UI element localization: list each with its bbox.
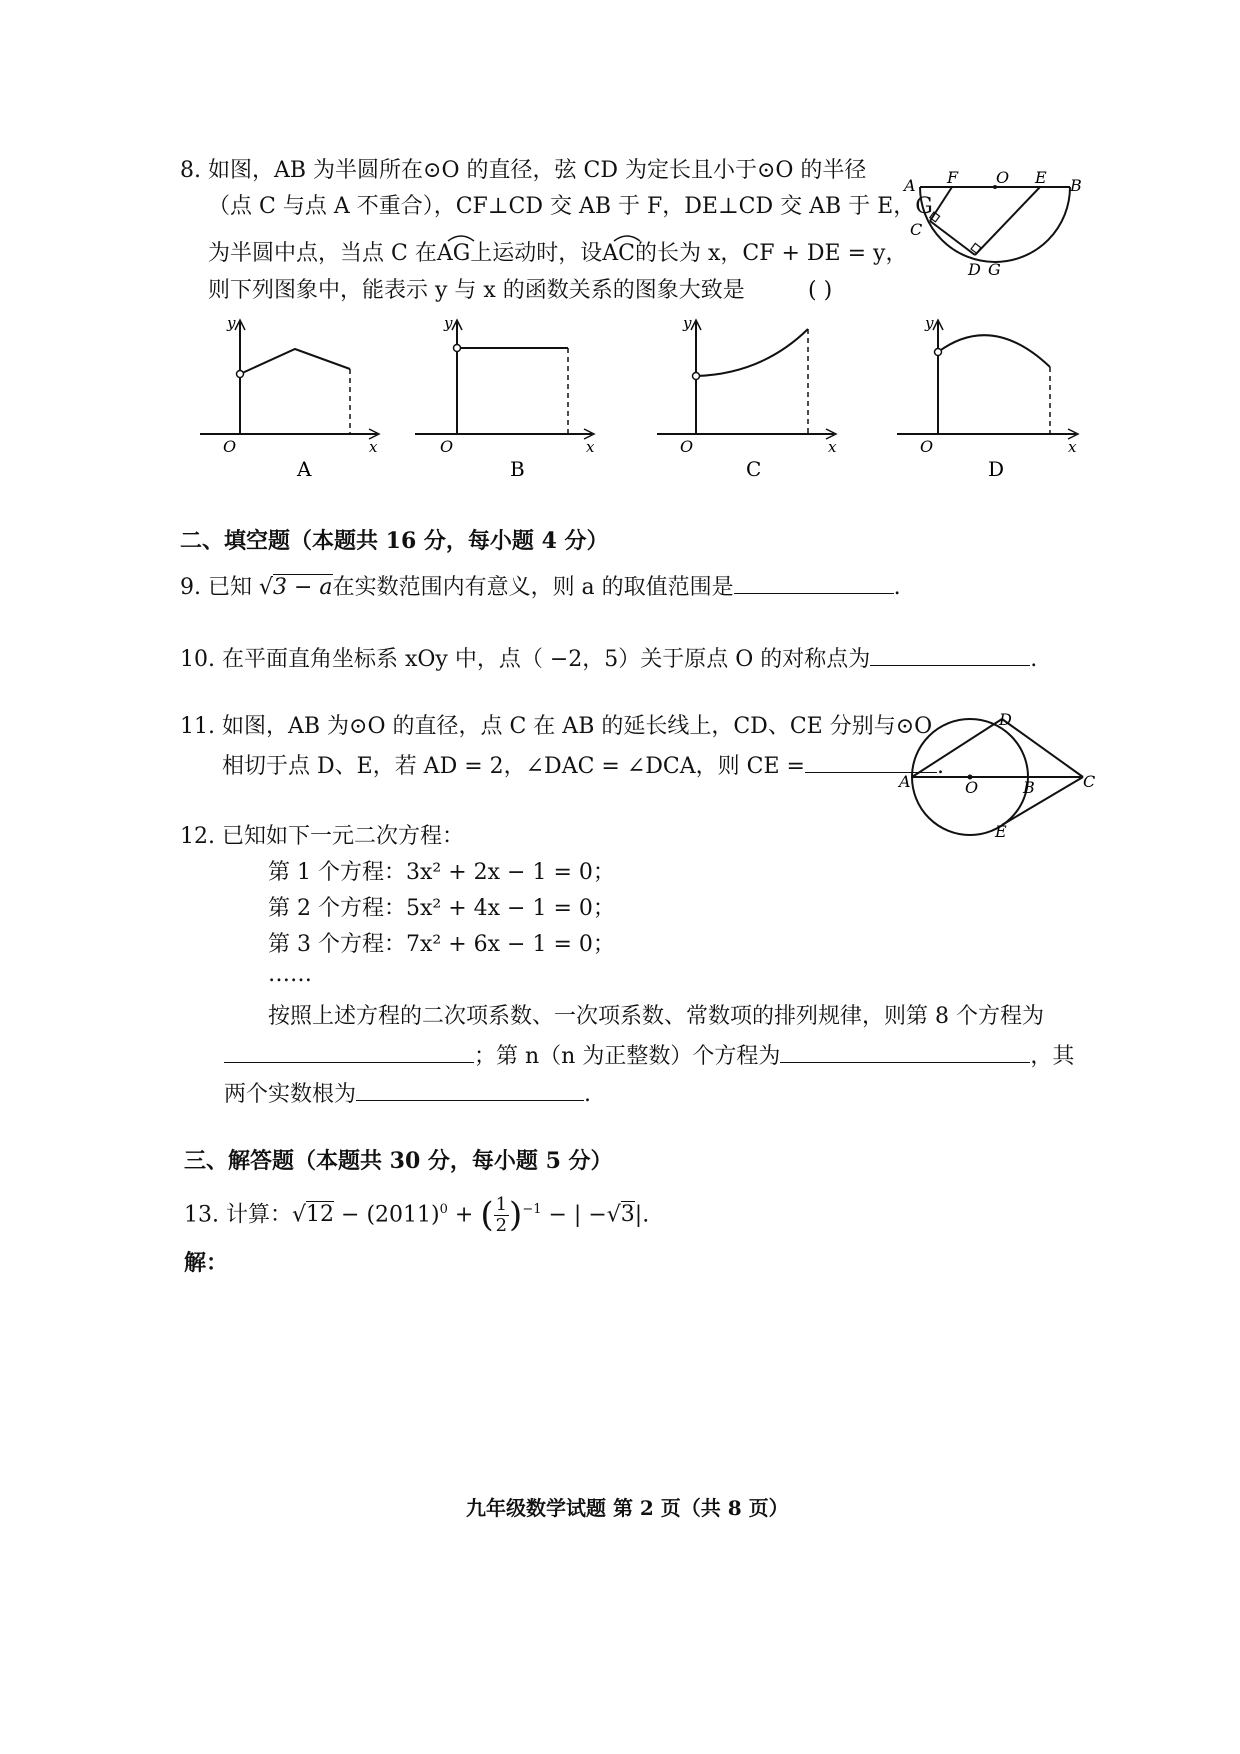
segment-ad — [912, 719, 1002, 777]
q12-roots-blank[interactable] — [356, 1080, 584, 1101]
q12-mid: ；第 n（n 为正整数）个方程为 — [474, 1044, 781, 1069]
semicircle-arc — [920, 187, 1070, 262]
q13-exp-neg1: −1 — [522, 1202, 542, 1217]
q8-line-2: （点 C 与点 A 不重合），CF⊥CD 交 AB 于 F，DE⊥CD 交 AB 于 E，G — [208, 194, 933, 219]
option-graph-a — [195, 312, 395, 487]
q10-answer-blank[interactable] — [870, 645, 1030, 666]
label-d: D — [968, 260, 981, 279]
label-f: F — [947, 168, 959, 187]
segment-cf — [930, 187, 952, 221]
arc-mark-ag — [446, 233, 476, 243]
label-b2: B — [1023, 778, 1035, 797]
sqrt-sign-icon: √ — [258, 575, 274, 600]
q9-text: 在实数范围内有意义，则 a 的取值范围是 — [332, 575, 734, 600]
y-label-b: y — [444, 314, 453, 332]
q8-line-3: 为半圆中点，当点 C 在AG上运动时，设AC的长为 x，CF + DE = y， — [208, 241, 908, 266]
x-label-c: x — [828, 438, 837, 456]
y-label-c: y — [683, 314, 692, 332]
q8-line-4: 则下列图象中，能表示 y 与 x 的函数关系的图象大致是 — [208, 278, 745, 303]
q13-prefix: 13. 计算： — [184, 1202, 292, 1228]
q12-line-3 — [224, 1042, 1074, 1068]
q13-exp-0: 0 — [439, 1202, 448, 1217]
label-e: E — [1035, 168, 1047, 187]
q10-end: . — [1030, 647, 1038, 672]
label-e2: E — [995, 822, 1007, 841]
q13 — [184, 1190, 649, 1240]
x-label-a: x — [369, 438, 378, 456]
option-graph-c — [652, 312, 852, 487]
q12-line-4 — [224, 1080, 591, 1106]
y-label-a: y — [227, 314, 236, 332]
origin-label-c: O — [680, 437, 694, 456]
q9-prefix: 9. 已知 — [180, 575, 259, 600]
origin-label-d: O — [920, 437, 934, 456]
q12-line-1: 12. 已知如下一元二次方程： — [180, 824, 464, 849]
label-b: B — [1070, 176, 1082, 195]
label-o: O — [996, 168, 1010, 187]
page-footer: 九年级数学试题 第 2 页（共 8 页） — [466, 1496, 789, 1520]
label-a2: A — [899, 772, 911, 791]
q8-answer-paren: ( ) — [808, 278, 833, 303]
q12-roots-label: 两个实数根为 — [224, 1082, 357, 1107]
section-2-heading: 二、填空题（本题共 16 分，每小题 4 分） — [180, 528, 609, 554]
q12-equation-2: 第 2 个方程：5x² + 4x − 1 = 0； — [268, 896, 615, 921]
q13-tail: |. — [634, 1202, 650, 1228]
q9-answer-blank[interactable] — [734, 573, 894, 594]
y-label-d: y — [925, 314, 934, 332]
option-graph-d — [892, 312, 1092, 487]
q13-half-num: 1 — [495, 1193, 508, 1215]
q9-radicand: 3 − a — [273, 575, 333, 600]
label-a: A — [904, 176, 916, 195]
q12-equation-3: 第 3 个方程：7x² + 6x − 1 = 0； — [268, 932, 615, 957]
q13-half-den: 2 — [495, 1214, 508, 1236]
q13-fraction: ( — [480, 1195, 494, 1236]
option-b-label: B — [510, 457, 525, 481]
q13-term-2011: − (2011) — [341, 1202, 440, 1228]
q12-mid-end: ，其 — [1030, 1044, 1075, 1069]
tangent-cd — [1002, 719, 1083, 777]
sqrt-sign-icon: √ — [606, 1202, 621, 1228]
q9 — [180, 573, 901, 599]
q11-text: 相切于点 D、E，若 AD = 2，∠DAC = ∠DCA，则 CE = — [222, 754, 805, 779]
q11-circle-figure — [895, 705, 1105, 845]
sqrt-sign-icon: √ — [291, 1202, 307, 1228]
q13-fraction-body — [494, 1195, 509, 1236]
q10-text: 10. 在平面直角坐标系 xOy 中，点（ −2，5）关于原点 O 的对称点为 — [180, 647, 871, 672]
origin-label-a: O — [223, 437, 237, 456]
label-g: G — [988, 260, 1001, 279]
origin-label-b: O — [440, 437, 454, 456]
section-3-heading: 三、解答题（本题共 30 分，每小题 5 分） — [184, 1148, 613, 1174]
q13-plus: + — [454, 1202, 474, 1228]
label-c: C — [910, 220, 923, 239]
q8-line-1: 8. 如图，AB 为半圆所在⊙O 的直径，弦 CD 为定长且小于⊙O 的半径 — [180, 158, 867, 183]
x-label-d: x — [1068, 438, 1077, 456]
q13-radicand-3: 3 — [620, 1202, 635, 1228]
q12-end: . — [584, 1082, 592, 1107]
tangent-ce — [1002, 777, 1083, 825]
q11-end: . — [936, 754, 944, 779]
q10 — [180, 645, 1037, 671]
label-c2: C — [1083, 772, 1096, 791]
q11-line-1: 11. 如图，AB 为⊙O 的直径，点 C 在 AB 的延长线上，CD、CE 分别与⊙O — [180, 714, 933, 739]
arc-mark-ac — [612, 233, 642, 243]
q12-eighth-equation-blank[interactable] — [224, 1042, 474, 1063]
label-o2: O — [965, 778, 979, 797]
segment-de — [975, 187, 1040, 255]
option-c-label: C — [746, 457, 762, 481]
q11-line-2 — [222, 752, 944, 778]
q13-fraction-close: ) — [509, 1195, 523, 1236]
q12-ellipsis: …… — [268, 962, 312, 987]
x-label-b: x — [586, 438, 595, 456]
q8-semicircle-figure — [900, 165, 1100, 285]
q13-radicand-12: 12 — [306, 1202, 335, 1228]
q9-end: . — [893, 575, 901, 600]
q12-equation-1: 第 1 个方程：3x² + 2x − 1 = 0； — [268, 860, 615, 885]
solution-label: 解： — [184, 1250, 229, 1276]
option-d-label: D — [988, 457, 1005, 481]
q12-line-2: 按照上述方程的二次项系数、一次项系数、常数项的排列规律，则第 8 个方程为 — [268, 1004, 1044, 1029]
option-graph-b — [410, 312, 610, 487]
label-d2: D — [999, 710, 1012, 729]
q13-minus-abs: − | − — [548, 1202, 607, 1228]
q12-nth-equation-blank[interactable] — [780, 1042, 1030, 1063]
option-a-label: A — [297, 457, 312, 481]
